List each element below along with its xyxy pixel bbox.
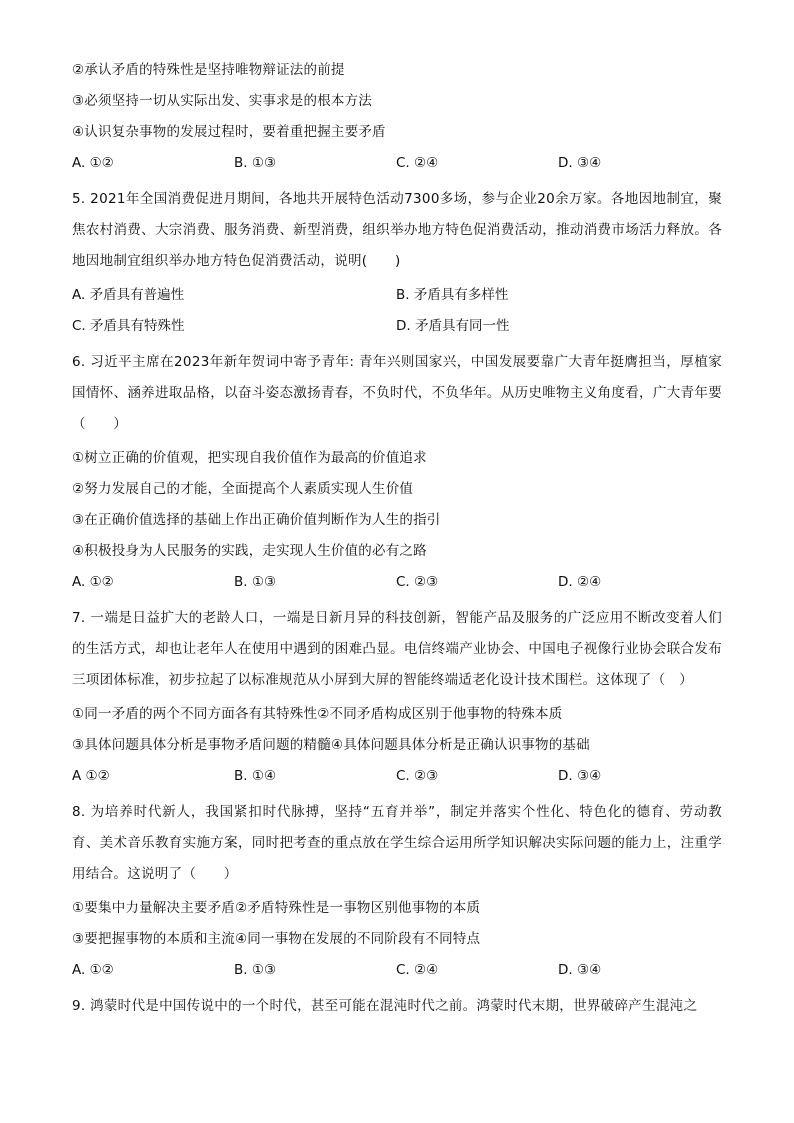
q9-stem: 9. 鸿蒙时代是中国传说中的一个时代，甚至可能在混沌时代之前。鸿蒙时代末期，世界破碎产生混沌之 xyxy=(72,998,698,1014)
q8-items-row-1: ①要集中力量解决主要矛盾②矛盾特殊性是一事物区别他事物的本质 xyxy=(72,900,481,916)
q7-option-d[interactable]: D. ③④ xyxy=(558,768,602,784)
q6-item-1: ①树立正确的价值观，把实现自我价值作为最高的价值追求 xyxy=(72,450,427,466)
q8-option-a[interactable]: A. ①② xyxy=(72,962,114,978)
q8-options xyxy=(72,960,722,980)
q7-items-row-2: ③具体问题具体分析是事物矛盾问题的精髓④具体问题具体分析是正确认识事物的基础 xyxy=(72,737,590,753)
q8-items-row-2: ③要把握事物的本质和主流④同一事物在发展的不同阶段有不同特点 xyxy=(72,931,481,947)
exam-page xyxy=(72,60,722,1022)
q5-option-d[interactable]: D. 矛盾具有同一性 xyxy=(396,318,510,334)
question-8 xyxy=(72,797,722,980)
q4-option-d[interactable]: D. ③④ xyxy=(558,155,602,171)
q4-options xyxy=(72,153,722,173)
q5-options-row-1 xyxy=(72,285,722,305)
q7-options xyxy=(72,766,722,786)
q5-options-row-2 xyxy=(72,316,722,336)
question-6 xyxy=(72,347,722,592)
q4-option-a[interactable]: A. ①② xyxy=(72,155,114,171)
q4-option-b[interactable]: B. ①③ xyxy=(234,155,277,171)
question-4-tail xyxy=(72,60,722,173)
q6-options xyxy=(72,572,722,592)
q4-option-c[interactable]: C. ②④ xyxy=(396,155,439,171)
q6-item-4: ④积极投身为人民服务的实践，走实现人生价值的必有之路 xyxy=(72,543,427,559)
q6-stem: 6. 习近平主席在2023年新年贺词中寄予青年: 青年兴则国家兴，中国发展要靠广大青年挺膺担当，厚植家国情怀、涵养进取品格，以奋斗姿态激扬青春，不负时代，不负华年。从历史唯物主义角度看，广大青年要（ ） xyxy=(72,354,722,432)
question-5 xyxy=(72,184,722,336)
q7-items-row-1: ①同一矛盾的两个不同方面各有其特殊性②不同矛盾构成区别于他事物的特殊本质 xyxy=(72,706,563,722)
q4-item-4: ④认识复杂事物的发展过程时，要着重把握主要矛盾 xyxy=(72,124,386,140)
q6-option-b[interactable]: B. ①③ xyxy=(234,574,277,590)
q5-option-b[interactable]: B. 矛盾具有多样性 xyxy=(396,287,509,303)
question-7 xyxy=(72,603,722,786)
q6-item-3: ③在正确价值选择的基础上作出正确价值判断作为人生的指引 xyxy=(72,512,441,528)
q8-stem: 8. 为培养时代新人，我国紧扣时代脉搏，坚持“五育并举”，制定并落实个性化、特色化的德育、劳动教育、美术音乐教育实施方案，同时把考查的重点放在学生综合运用所学知识解决实际问题的能力上，注重学用结合。这说明了（ ） xyxy=(72,804,722,882)
q6-item-2: ②努力发展自己的才能，全面提高个人素质实现人生价值 xyxy=(72,481,414,497)
q4-item-3: ③必须坚持一切从实际出发、实事求是的根本方法 xyxy=(72,93,373,109)
q6-option-d[interactable]: D. ②④ xyxy=(558,574,602,590)
question-9 xyxy=(72,991,722,1022)
q4-item-2: ②承认矛盾的特殊性是坚持唯物辩证法的前提 xyxy=(72,62,345,78)
q7-option-a[interactable]: A ①② xyxy=(72,768,110,784)
q5-option-a[interactable]: A. 矛盾具有普遍性 xyxy=(72,287,185,303)
q6-option-a[interactable]: A. ①② xyxy=(72,574,114,590)
q7-option-b[interactable]: B. ①④ xyxy=(234,768,277,784)
q7-option-c[interactable]: C. ②③ xyxy=(396,768,439,784)
q8-option-c[interactable]: C. ②④ xyxy=(396,962,439,978)
q5-stem: 5. 2021年全国消费促进月期间，各地共开展特色活动7300多场，参与企业20余万家。各地因地制宜，聚焦农村消费、大宗消费、服务消费、新型消费，组织举办地方特色促消费活动，推动消费市场活力释放。各地因地制宜组织举办地方特色促消费活动，说明( ) xyxy=(72,191,722,269)
q5-option-c[interactable]: C. 矛盾具有特殊性 xyxy=(72,318,185,334)
q7-stem: 7. 一端是日益扩大的老龄人口，一端是日新月异的科技创新，智能产品及服务的广泛应用不断改变着人们的生活方式，却也让老年人在使用中遇到的困难凸显。电信终端产业协会、中国电子视像行业协会联合发布三项团体标准，初步拉起了以标准规范从小屏到大屏的智能终端适老化设计技术围栏。这体现了（ ） xyxy=(72,610,722,688)
q8-option-d[interactable]: D. ③④ xyxy=(558,962,602,978)
q8-option-b[interactable]: B. ①③ xyxy=(234,962,277,978)
q6-option-c[interactable]: C. ②③ xyxy=(396,574,439,590)
